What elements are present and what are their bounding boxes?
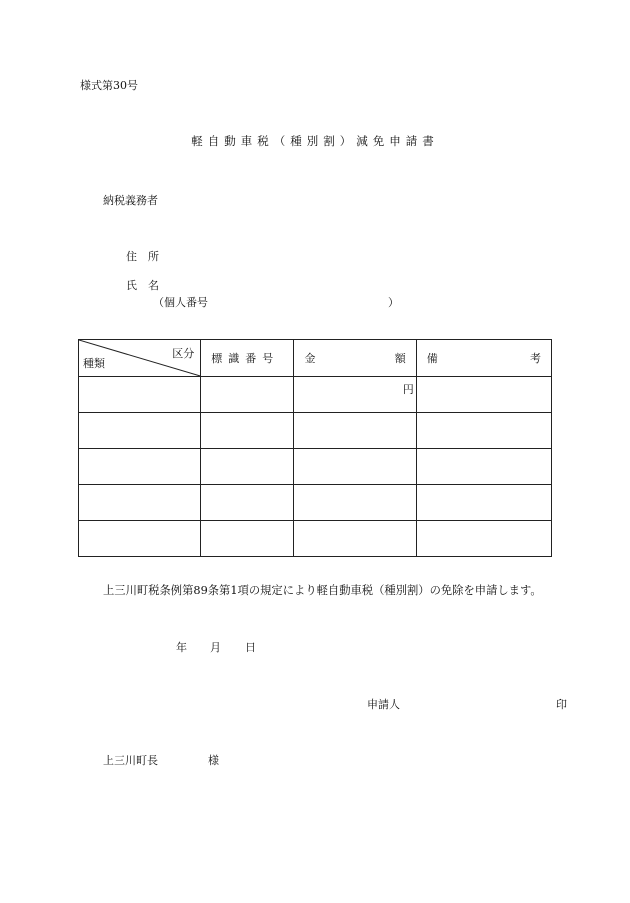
vehicle-table bbox=[78, 339, 552, 557]
yen-unit: 円 bbox=[402, 383, 414, 396]
plate-number-header bbox=[201, 340, 294, 377]
amount-cell[interactable] bbox=[294, 377, 416, 413]
applicant-label: 申請人 bbox=[367, 698, 400, 711]
my-number-label: （個人番号 bbox=[153, 296, 208, 309]
plate-number-cell[interactable] bbox=[201, 485, 294, 521]
type-cell[interactable] bbox=[79, 413, 201, 449]
address-label: 住 所 bbox=[126, 250, 159, 263]
page-title: 軽自動車税（種別割）減免申請書 bbox=[191, 134, 439, 148]
taxpayer-label: 納税義務者 bbox=[103, 194, 158, 207]
plate-number-cell[interactable] bbox=[201, 377, 294, 413]
table-row bbox=[79, 485, 552, 521]
remarks-cell[interactable] bbox=[416, 413, 551, 449]
remarks-header-left: 備 bbox=[426, 352, 438, 365]
corner-header-cell bbox=[79, 340, 201, 377]
seal-mark: 印 bbox=[556, 698, 567, 711]
application-statement: 上三川町税条例第89条第1項の規定により軽自動車税（種別割）の免除を申請します。 bbox=[103, 584, 542, 597]
addressee-mayor: 上三川町長 bbox=[103, 754, 158, 767]
plate-number-header-text: 標識番号 bbox=[211, 352, 280, 365]
form-number: 様式第30号 bbox=[80, 79, 138, 92]
type-cell[interactable] bbox=[79, 485, 201, 521]
my-number-close-paren: ） bbox=[388, 296, 399, 309]
plate-number-cell[interactable] bbox=[201, 413, 294, 449]
amount-header-right: 額 bbox=[394, 352, 406, 365]
remarks-header bbox=[416, 340, 551, 377]
amount-cell[interactable] bbox=[294, 413, 416, 449]
table-row bbox=[79, 521, 552, 557]
addressee-honorific: 様 bbox=[208, 754, 219, 767]
amount-cell[interactable] bbox=[294, 485, 416, 521]
remarks-cell[interactable] bbox=[416, 449, 551, 485]
date-month-label: 月 bbox=[210, 641, 221, 654]
category-header: 区分 bbox=[172, 347, 195, 360]
table-header-row bbox=[79, 340, 552, 377]
amount-header-left: 金 bbox=[304, 352, 316, 365]
name-label: 氏 名 bbox=[126, 279, 159, 292]
remarks-cell[interactable] bbox=[416, 485, 551, 521]
amount-cell[interactable] bbox=[294, 449, 416, 485]
amount-cell[interactable] bbox=[294, 521, 416, 557]
table-row bbox=[79, 377, 552, 413]
table-row bbox=[79, 413, 552, 449]
type-header: 種類 bbox=[83, 357, 105, 370]
type-cell[interactable] bbox=[79, 521, 201, 557]
remarks-cell[interactable] bbox=[416, 377, 551, 413]
remarks-header-right: 考 bbox=[530, 352, 541, 365]
table-row bbox=[79, 449, 552, 485]
date-year-label: 年 bbox=[176, 641, 187, 654]
plate-number-cell[interactable] bbox=[201, 521, 294, 557]
type-cell[interactable] bbox=[79, 377, 201, 413]
remarks-cell[interactable] bbox=[416, 521, 551, 557]
type-cell[interactable] bbox=[79, 449, 201, 485]
plate-number-cell[interactable] bbox=[201, 449, 294, 485]
amount-header bbox=[294, 340, 416, 377]
date-day-label: 日 bbox=[245, 641, 256, 654]
